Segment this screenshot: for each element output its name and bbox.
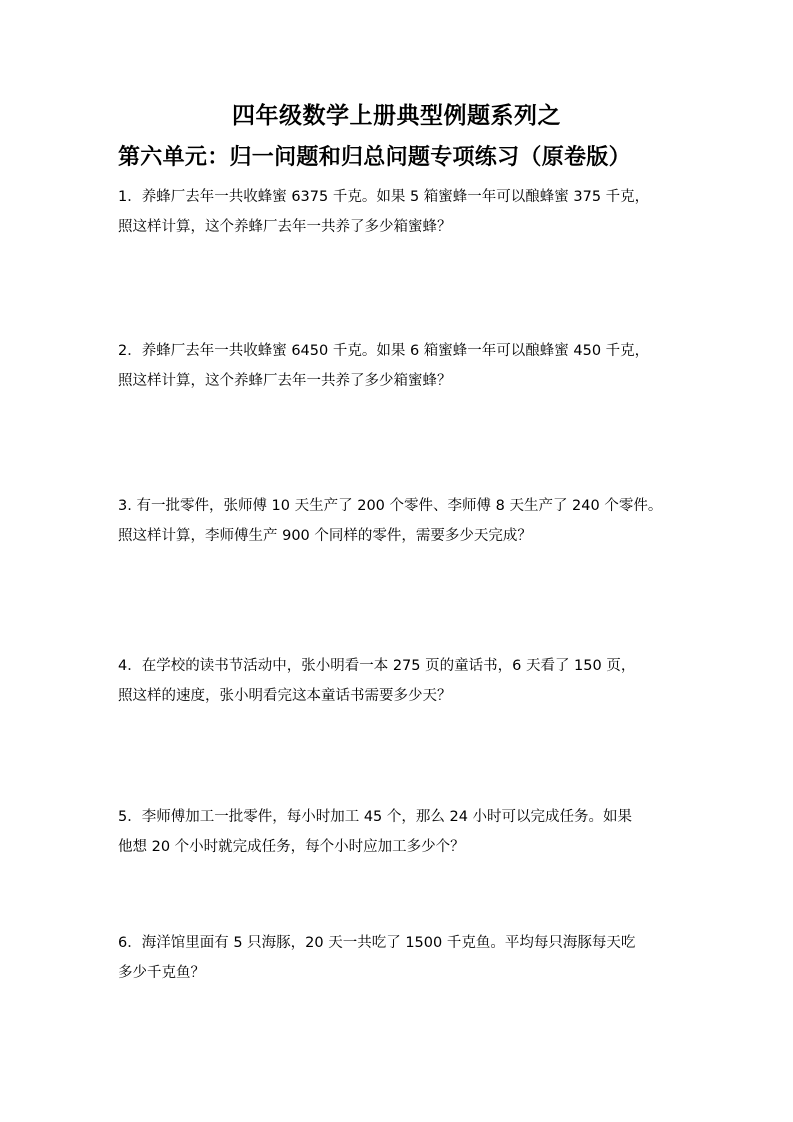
question-text-line: 5．李师傅加工一批零件，每小时加工 45 个，那么 24 小时可以完成任务。如果 [118, 809, 633, 825]
question-3 [118, 491, 678, 551]
question-text-line: 多少千克鱼？ [118, 965, 205, 981]
question-4 [118, 651, 678, 711]
question-text-line: 4．在学校的读书节活动中，张小明看一本 275 页的童话书，6 天看了 150 页， [118, 658, 636, 674]
question-text-line: 2．养蜂厂去年一共收蜂蜜 6450 千克。如果 6 箱蜜蜂一年可以酿蜂蜜 450 千克， [118, 343, 650, 359]
document-subtitle: 第六单元：归一问题和归总问题专项练习（原卷版） [118, 145, 631, 170]
question-5 [118, 802, 678, 862]
question-text-line: 6．海洋馆里面有 5 只海豚，20 天一共吃了 1500 千克鱼。平均每只海豚每天吃 [118, 935, 636, 951]
question-text-line: 照这样计算，这个养蜂厂去年一共养了多少箱蜜蜂？ [118, 373, 452, 389]
question-text-line: 他想 20 个小时就完成任务，每个小时应加工多少个？ [118, 839, 465, 855]
question-6 [118, 928, 678, 988]
question-1 [118, 182, 678, 242]
question-2 [118, 336, 678, 396]
question-text-line: 3. 有一批零件，张师傅 10 天生产了 200 个零件、李师傅 8 天生产了 240 个零件。 [118, 498, 663, 514]
question-text-line: 照这样计算，这个养蜂厂去年一共养了多少箱蜜蜂？ [118, 219, 452, 235]
question-text-line: 照这样的速度，张小明看完这本童话书需要多少天？ [118, 688, 452, 704]
document-title: 四年级数学上册典型例题系列之 [232, 103, 561, 129]
question-text-line: 照这样计算，李师傅生产 900 个同样的零件，需要多少天完成？ [118, 528, 532, 544]
question-text-line: 1．养蜂厂去年一共收蜂蜜 6375 千克。如果 5 箱蜜蜂一年可以酿蜂蜜 375 千克， [118, 189, 650, 205]
